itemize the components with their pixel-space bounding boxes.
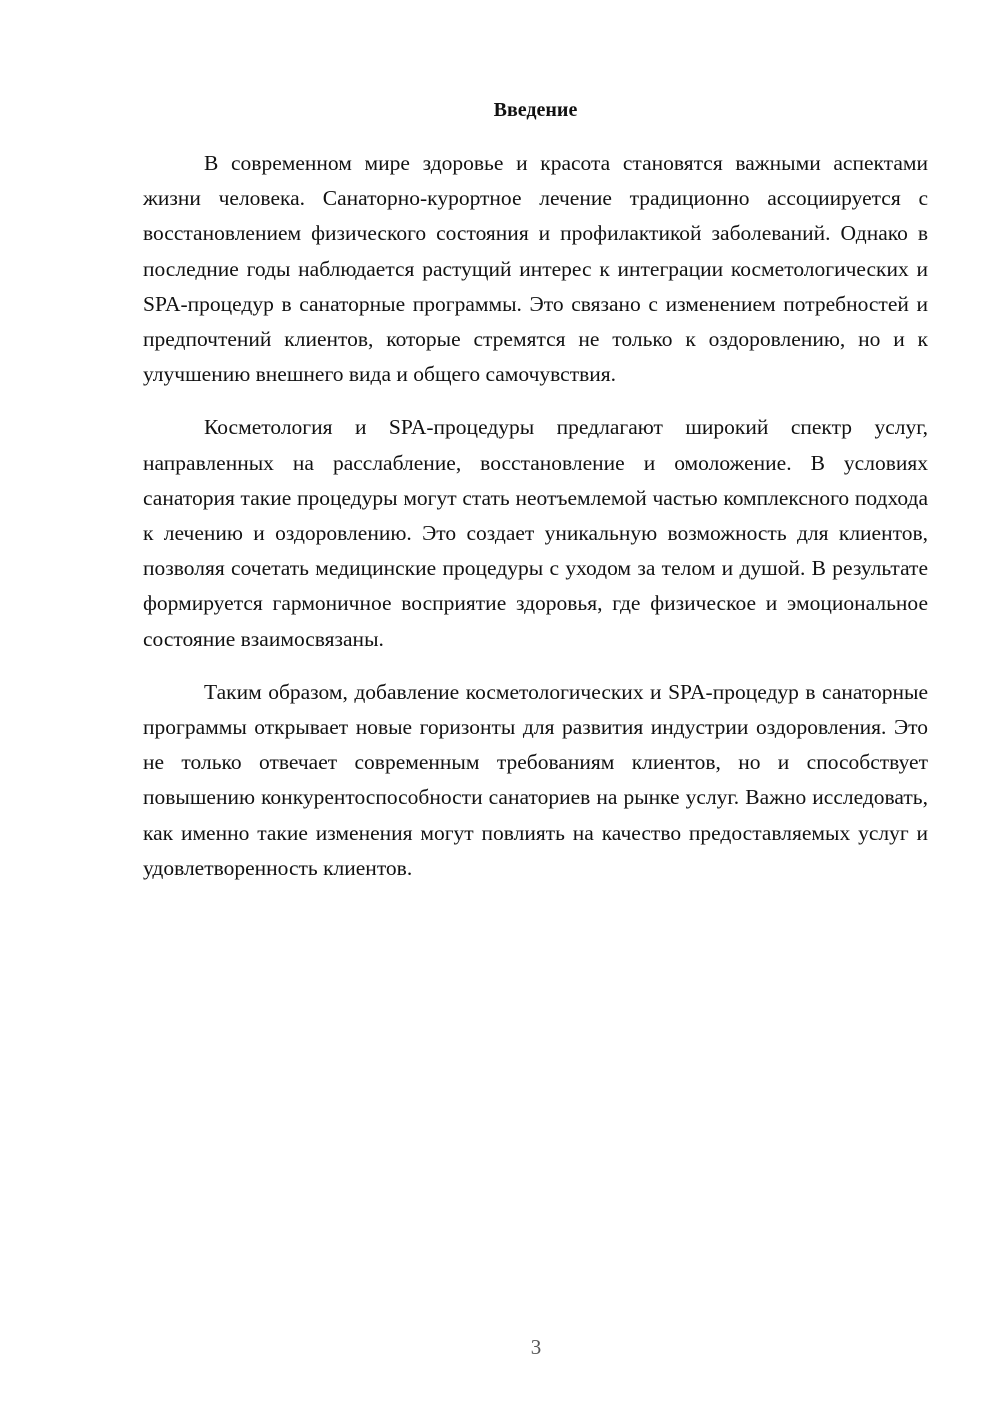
paragraph-3: Таким образом, добавление косметологических и SPA-процедур в санаторные программы открывает новые горизонты для развития индустрии оздоровления. Это не только отвечает современным требованиям клиентов, но и способствует повышению конкурентоспособности санаториев на рынке услуг. Важно исследовать, как именно такие изменения могут повлиять на качество предоставляемых услуг и удовлетворенность клиентов.: [143, 679, 928, 880]
page-content: [143, 96, 928, 886]
paragraph-2: Косметология и SPA-процедуры предлагают широкий спектр услуг, направленных на расслабление, восстановление и омоложение. В условиях санатория такие процедуры могут стать неотъемлемой частью комплексного подхода к лечению и оздоровлению. Это создает уникальную возможность для клиентов, позволяя сочетать медицинские процедуры с уходом за телом и душой. В результате формируется гармоничное восприятие здоровья, где физическое и эмоциональное состояние взаимосвязаны.: [143, 415, 928, 651]
page-number: 3: [530, 1335, 542, 1359]
paragraph-1: В современном мире здоровье и красота становятся важными аспектами жизни человека. Санаторно-курортное лечение традиционно ассоциируется с восстановлением физического состояния и профилактикой заболеваний. Однако в последние годы наблюдается растущий интерес к интеграции косметологических и SPA-процедур в санаторные программы. Это связано с изменением потребностей и предпочтений клиентов, которые стремятся не только к оздоровлению, но и к улучшению внешнего вида и общего самочувствия.: [143, 151, 928, 387]
section-heading: Введение: [493, 99, 578, 121]
